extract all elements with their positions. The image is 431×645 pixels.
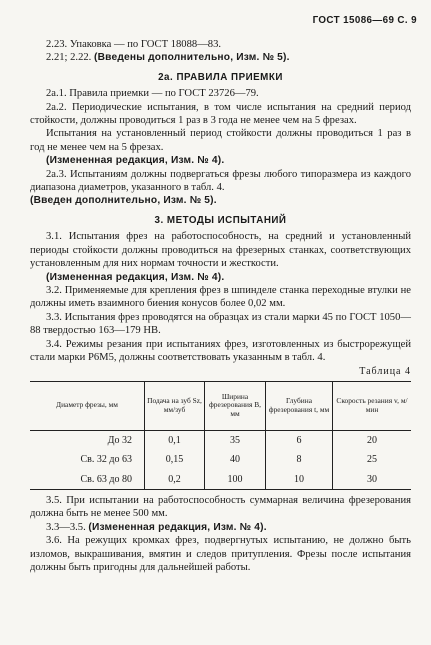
- table-caption: Таблица 4: [359, 366, 411, 378]
- page-header: ГОСТ 15086—69 С. 9: [312, 15, 417, 26]
- table-cell: Св. 63 до 80: [30, 470, 145, 490]
- table-cell: 6: [266, 430, 333, 450]
- table-cell: 30: [333, 470, 412, 490]
- paragraph-3-5: 3.5. При испытании на работоспособность суммарная величина фрезерования должна быть не менее 500 мм.: [30, 494, 411, 520]
- paragraph-2-21-2-22: 2.21; 2.22. (Введены дополнительно, Изм. № 5).: [46, 52, 290, 64]
- column-header: Скорость резания v, м/мин: [333, 381, 412, 430]
- table-cell: 0,15: [145, 450, 205, 469]
- column-header: Ширина фрезерования B, мм: [205, 381, 266, 430]
- paragraph-2-23: 2.23. Упаковка — по ГОСТ 18088—83.: [46, 39, 222, 50]
- table-row: [30, 470, 411, 490]
- paragraph-3-3-3-5: 3.3—3.5. (Измененная редакция, Изм. № 4).: [46, 521, 267, 533]
- amendment-note: (Измененная редакция, Изм. № 4).: [46, 271, 225, 283]
- table-header-row: [30, 381, 411, 430]
- paragraph-3-4: 3.4. Режимы резания при испытаниях фрез, изготовленных из быстрорежущей стали марки Р6М5, должны соответствовать указанным в табл. 4.: [30, 338, 411, 363]
- table-cell: 10: [266, 470, 333, 490]
- paragraph-3-3: 3.3. Испытания фрез проводятся на образцах из стали марки 45 по ГОСТ 1050—88 твердостью 163—179 НВ.: [30, 311, 411, 337]
- amendment-note: (Измененная редакция, Изм. № 4).: [88, 521, 267, 533]
- table-cell: 40: [205, 450, 266, 469]
- section-title-3: 3. МЕТОДЫ ИСПЫТАНИЙ: [154, 214, 287, 226]
- table-cell: 25: [333, 450, 412, 469]
- table-cell: 8: [266, 450, 333, 469]
- amendment-note: (Введен дополнительно, Изм. № 5).: [30, 195, 217, 207]
- paragraph-2a-2-continued: Испытания на установленный период стойкости должны проводиться 1 раз в год не менее чем на 5 фрезах.: [30, 128, 411, 153]
- paragraph-2a-1: 2а.1. Правила приемки — по ГОСТ 23726—79.: [46, 88, 259, 100]
- document-body: [30, 38, 411, 574]
- table-row: [30, 430, 411, 450]
- paragraph-2a-3: 2а.3. Испытаниям должны подвергаться фрезы любого типоразмера из каждого диапазона диаметров, указанного в табл. 4.: [30, 168, 411, 194]
- table-cell: 0,1: [145, 430, 205, 450]
- table-row: [30, 450, 411, 469]
- table-cell: 100: [205, 470, 266, 490]
- paragraph-2a-2: 2а.2. Периодические испытания, в том числе испытания на средний период стойкости, должны проводиться 1 раз в 3 года не менее чем на 5 фрезах.: [30, 101, 411, 127]
- column-header: Подача на зуб Sz, мм/зуб: [145, 381, 205, 430]
- table-cell: До 32: [107, 434, 132, 446]
- table-cell: Св. 32 до 63: [80, 454, 132, 466]
- paragraph-3-1: 3.1. Испытания фрез на работоспособность, на средний и установленный периоды стойкости должны проводиться на фрезерных станках, соответствующих установленным для них нормам точности и жесткости.: [30, 231, 411, 270]
- table-cell: 20: [333, 430, 412, 450]
- amendment-note: (Измененная редакция, Изм. № 4).: [46, 155, 225, 167]
- column-header: Глубина фрезерования t, мм: [266, 381, 333, 430]
- cutting-modes-table: [30, 381, 411, 490]
- table-cell: 35: [205, 430, 266, 450]
- amendment-note: (Введены дополнительно, Изм. № 5).: [93, 52, 290, 64]
- table-cell: 0,2: [145, 470, 205, 490]
- paragraph-3-2: 3.2. Применяемые для крепления фрез в шпинделе станка переходные втулки не должны иметь взаимного биения конусов более 0,02 мм.: [30, 284, 411, 310]
- section-title-2a: 2а. ПРАВИЛА ПРИЕМКИ: [158, 71, 283, 83]
- column-header: Диаметр фрезы, мм: [30, 381, 145, 430]
- paragraph-3-6: 3.6. На режущих кромках фрез, подвергнутых испытанию, не должно быть изломов, выкрашивания, вмятин и следов притупления. Фрезы после испытания должны быть пригодны для дальнейшей работы.: [30, 535, 411, 573]
